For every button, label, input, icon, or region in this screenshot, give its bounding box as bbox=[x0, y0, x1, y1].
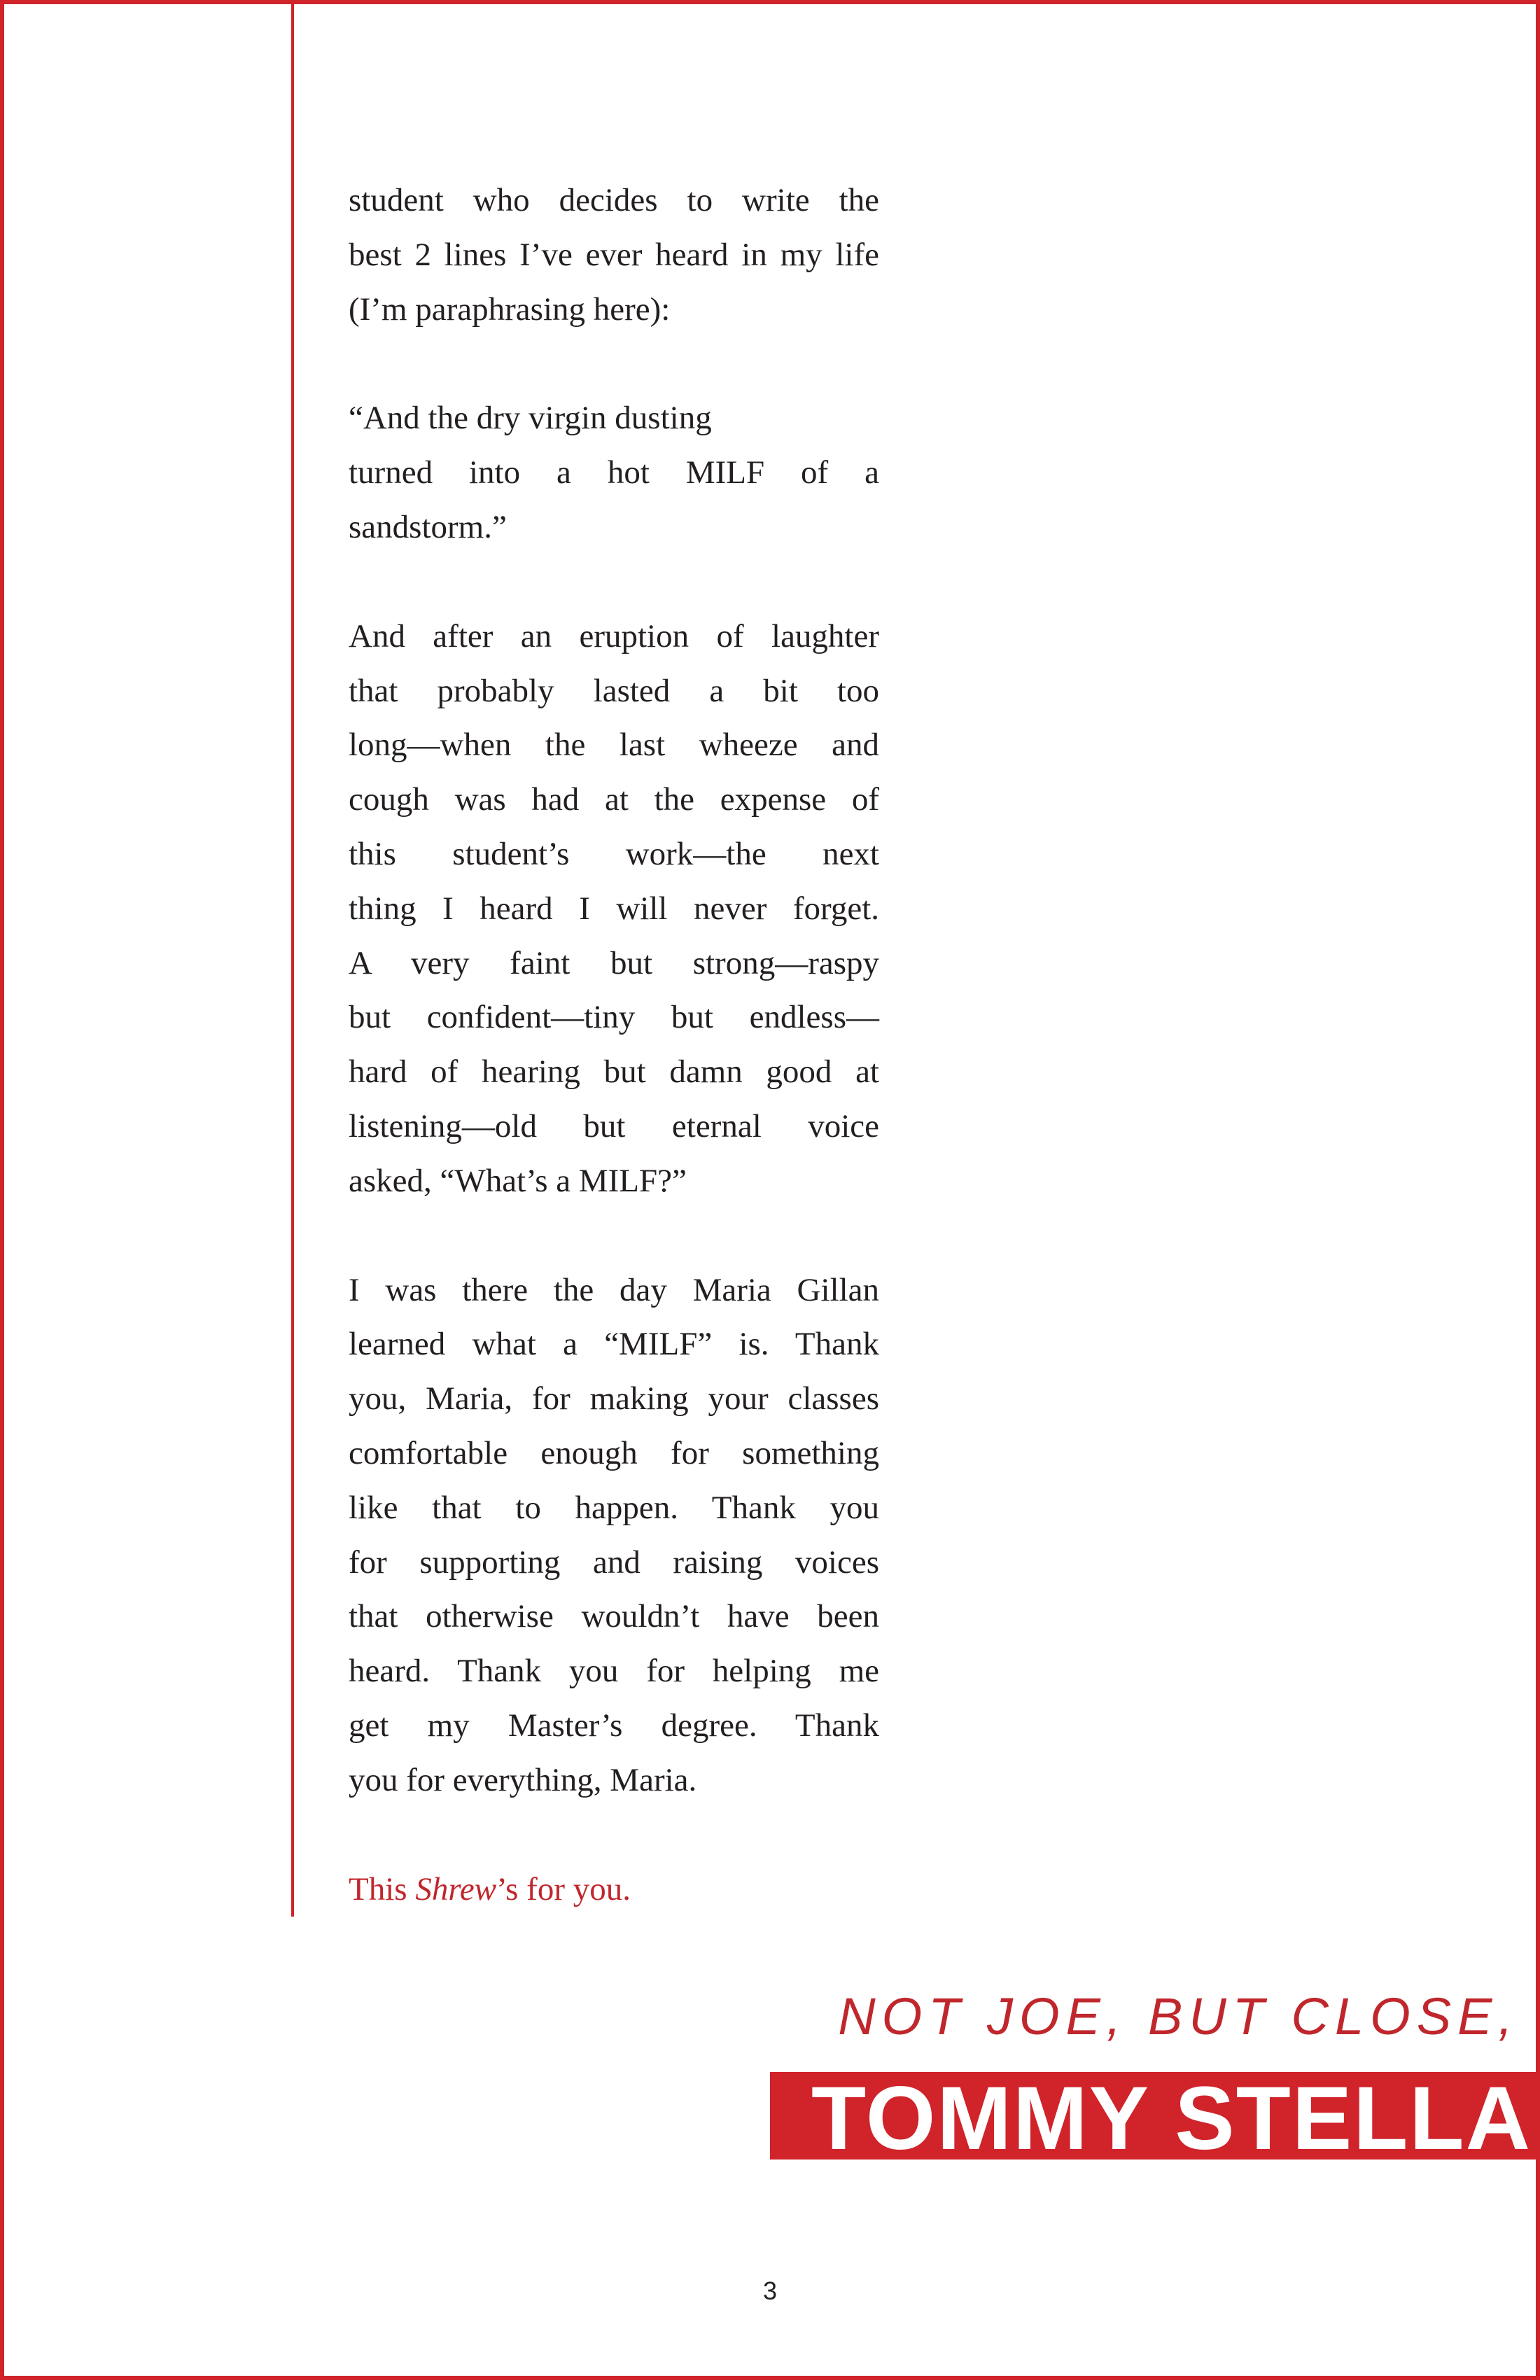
text-line: that probably lasted a bit too bbox=[349, 672, 879, 709]
text-line: student who decides to write the bbox=[349, 182, 879, 218]
body-text bbox=[349, 174, 879, 1917]
text-line: heard. Thank you for helping me bbox=[349, 1653, 879, 1690]
paragraph-1 bbox=[349, 174, 879, 337]
text-line: asked, “What’s a MILF?” bbox=[349, 1162, 687, 1199]
text-line: but confident—tiny but endless— bbox=[349, 999, 879, 1036]
text-line: long—when the last wheeze and bbox=[349, 727, 879, 764]
text-line: sandstorm.” bbox=[349, 508, 507, 545]
text-line: “And the dry virgin dusting bbox=[349, 400, 712, 437]
margin-rule bbox=[291, 0, 294, 1917]
text-line: like that to happen. Thank you bbox=[349, 1489, 879, 1526]
text-line: cough was had at the expense of bbox=[349, 781, 879, 818]
text-line: that otherwise wouldn’t have been bbox=[349, 1598, 879, 1635]
text-line: listening—old but eternal voice bbox=[349, 1107, 879, 1144]
signoff: NOT JOE, BUT CLOSE, bbox=[838, 1987, 1519, 2045]
text-line: you for everything, Maria. bbox=[349, 1761, 697, 1798]
text-line: And after an eruption of laughter bbox=[349, 617, 879, 654]
closing-line bbox=[349, 1863, 879, 1917]
text-line: A very faint but strong—raspy bbox=[349, 944, 879, 981]
text-line: (I’m paraphrasing here): bbox=[349, 290, 671, 328]
text-line: learned what a “MILF” is. Thank bbox=[349, 1326, 879, 1363]
text-line: comfortable enough for something bbox=[349, 1434, 879, 1471]
text-line: hard of hearing but damn good at bbox=[349, 1054, 879, 1091]
page-number: 3 bbox=[762, 2276, 778, 2305]
paragraph-4 bbox=[349, 1264, 879, 1808]
text-line: turned into a hot MILF of a bbox=[349, 454, 879, 491]
author-name: TOMMY STELLA bbox=[811, 2068, 1532, 2169]
text-line: best 2 lines I’ve ever heard in my life bbox=[349, 236, 879, 273]
closing-before: This bbox=[349, 1870, 416, 1907]
text-line: I was there the day Maria Gillan bbox=[349, 1271, 879, 1308]
text-line: this student’s work—the next bbox=[349, 835, 879, 872]
text-line: thing I heard I will never forget. bbox=[349, 890, 879, 927]
closing-italic-title: Shrew bbox=[415, 1870, 497, 1907]
text-line: you, Maria, for making your classes bbox=[349, 1380, 879, 1418]
text-line: for supporting and raising voices bbox=[349, 1544, 879, 1581]
text-line: get my Master’s degree. Thank bbox=[349, 1707, 879, 1744]
closing-after: ’s for you. bbox=[496, 1870, 631, 1907]
paragraph-2 bbox=[349, 391, 879, 554]
paragraph-3 bbox=[349, 610, 879, 1209]
